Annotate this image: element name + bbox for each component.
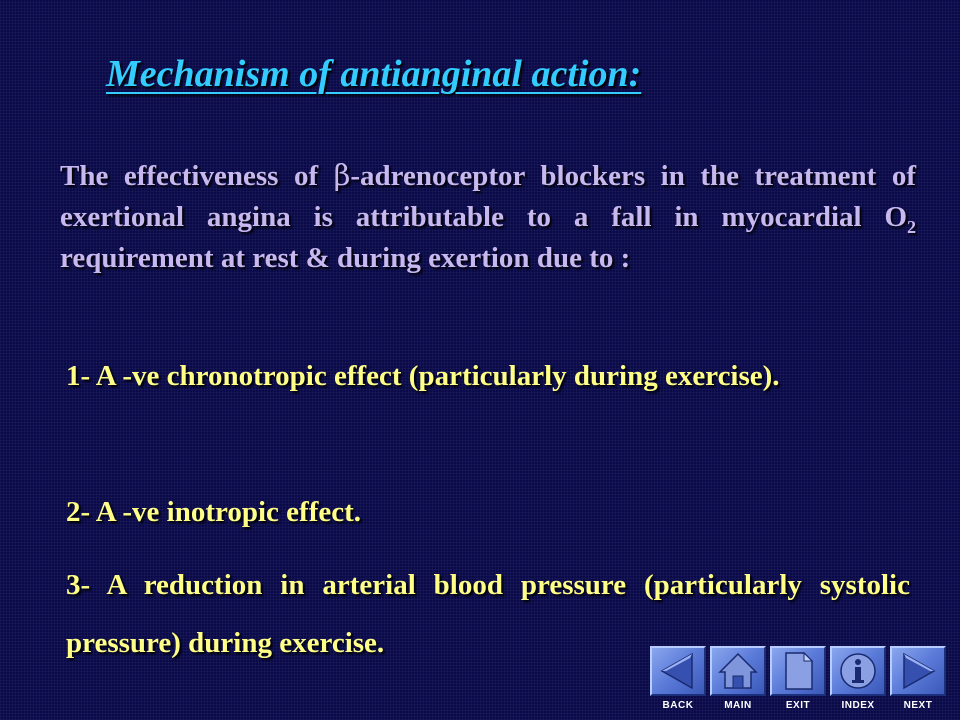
list-item-inotropic: 2- A -ve inotropic effect.	[66, 496, 362, 528]
intro-text-part2: -adrenoceptor blockers in the treatment of exertional angina is attributable to a fall in myocardial O	[60, 160, 917, 233]
back-label[interactable]: BACK	[662, 700, 694, 711]
document-icon	[772, 648, 824, 694]
exit-button[interactable]	[770, 646, 826, 696]
main-label[interactable]: MAIN	[724, 700, 752, 711]
triangle-right-icon	[892, 648, 944, 694]
list-item-blood-pressure: 3- A reduction in arterial blood pressure (particularly systolic pressure) during exercise.	[66, 569, 910, 659]
next-button[interactable]	[890, 646, 946, 696]
next-label[interactable]: NEXT	[903, 700, 933, 711]
main-button[interactable]	[710, 646, 766, 696]
info-icon	[832, 648, 884, 694]
navigation-bar	[650, 646, 946, 716]
back-button[interactable]	[650, 646, 706, 696]
intro-paragraph	[60, 155, 916, 279]
triangle-left-icon	[652, 648, 704, 694]
exit-label[interactable]: EXIT	[785, 700, 811, 711]
index-button[interactable]	[830, 646, 886, 696]
home-icon	[712, 648, 764, 694]
list-item-chronotropic: 1- A -ve chronotropic effect (particularly during exercise).	[66, 360, 780, 392]
intro-text-part3: requirement at rest & during exertion due to :	[60, 242, 631, 274]
slide-title: Mechanism of antianginal action:	[106, 53, 642, 95]
oxygen-subscript: 2	[907, 216, 916, 237]
intro-text-part1: The effectiveness of	[60, 160, 334, 192]
index-label[interactable]: INDEX	[841, 700, 875, 711]
beta-symbol: β	[333, 158, 351, 192]
